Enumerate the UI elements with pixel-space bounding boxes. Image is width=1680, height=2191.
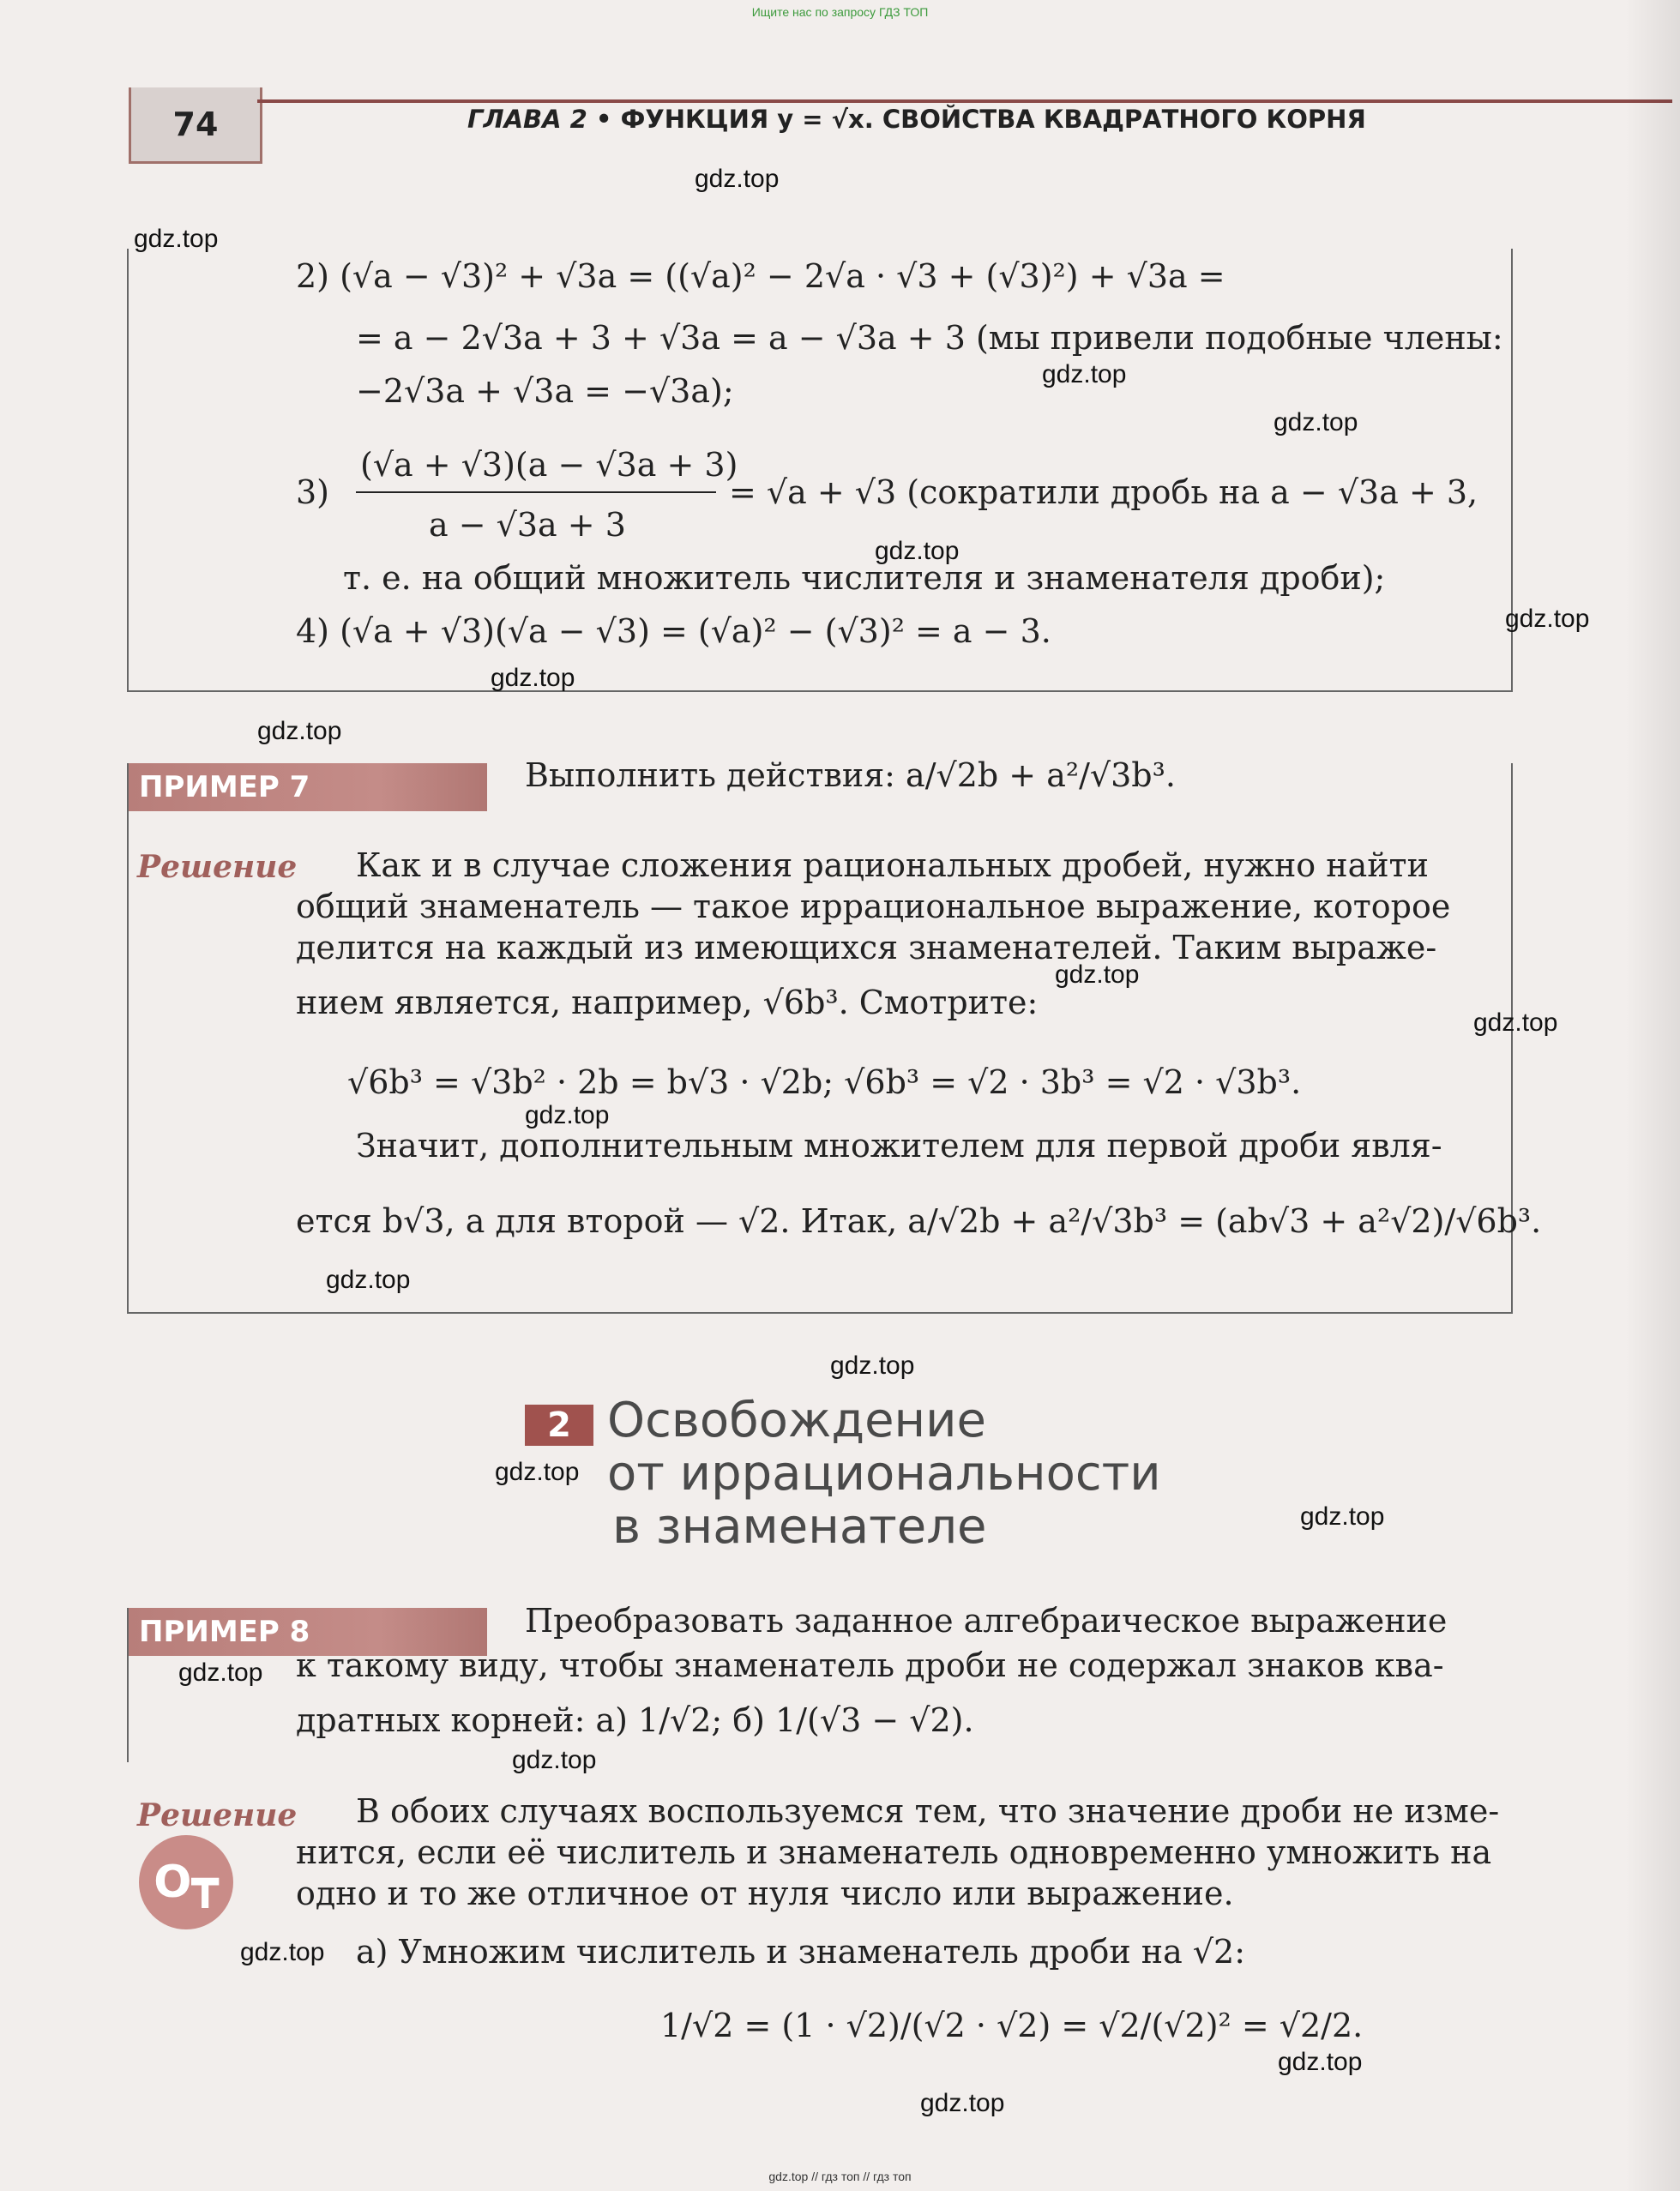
fraction-bar <box>356 491 716 493</box>
step-3-denominator: a − √3a + 3 <box>429 506 626 544</box>
watermark: gdz.top <box>1042 360 1127 388</box>
example-8-task-2: к такому виду, чтобы знаменатель дроби не содержал знаков ква- <box>296 1646 1444 1684</box>
chapter-header <box>467 105 1366 134</box>
section-title-line-1: Освобождение <box>607 1393 987 1448</box>
step-2-line-1: 2) (√a − √3)² + √3a = ((√a)² − 2√a · √3 + (√3)²) + √3a = <box>296 257 1225 295</box>
watermark: gdz.top <box>1473 1008 1558 1037</box>
watermark: gdz.top <box>257 717 342 745</box>
example-7-label: ПРИМЕР 7 <box>127 763 487 811</box>
example-8-sol-1: В обоих случаях воспользуемся тем, что значение дроби не изме- <box>356 1792 1500 1830</box>
example-8-label: ПРИМЕР 8 <box>127 1608 487 1656</box>
section-title-line-2: от иррациональности <box>607 1446 1161 1502</box>
header-rule <box>257 99 1672 103</box>
watermark: gdz.top <box>1505 605 1590 633</box>
example-7-equation: √6b³ = √3b² · 2b = b√3 · √2b; √6b³ = √2 · 3b³ = √2 · √3b³. <box>347 1063 1302 1101</box>
watermark: gdz.top <box>1274 408 1358 436</box>
step-3-note: т. е. на общий множитель числителя и знаменателя дроби); <box>343 559 1386 597</box>
watermark: gdz.top <box>695 165 780 193</box>
watermark: gdz.top <box>495 1458 580 1486</box>
example-8-sol-5: 1/√2 = (1 · √2)/(√2 · √2) = √2/(√2)² = √2/2. <box>660 2007 1364 2044</box>
chapter-title: ФУНКЦИЯ y = √x. СВОЙСТВА КВАДРАТНОГО КОРНЯ <box>620 105 1366 134</box>
example-8-solution-label: Решение <box>137 1797 298 1833</box>
example-7-para-3: делится на каждый из имеющихся знаменателей. Таким выраже- <box>296 929 1437 966</box>
step-3-prefix: 3) <box>296 473 330 511</box>
watermark: gdz.top <box>512 1746 597 1774</box>
example-8-sol-2: нится, если её числитель и знаменатель одновременно умножить на <box>296 1833 1492 1871</box>
example-7-para-4: нием является, например, √6b³. Смотрите: <box>296 984 1039 1021</box>
example-7-task: Выполнить действия: a/√2b + a²/√3b³. <box>525 756 1176 794</box>
page-edge-shadow <box>1625 0 1680 2191</box>
watermark: gdz.top <box>830 1351 915 1380</box>
watermark: gdz.top <box>1300 1502 1385 1531</box>
step-3-numerator: (√a + √3)(a − √3a + 3) <box>360 446 738 484</box>
page-number: 74 <box>129 87 262 164</box>
step-3-result: = √a + √3 (сократили дробь на a − √3a + 3, <box>729 473 1478 511</box>
watermark: gdz.top <box>1055 960 1140 989</box>
section-title-line-3: в знаменателе <box>612 1499 987 1555</box>
example-7-para-2: общий знаменатель — такое иррациональное выражение, которое <box>296 888 1451 925</box>
watermark: gdz.top <box>240 1938 325 1966</box>
watermark: gdz.top <box>178 1658 263 1687</box>
example-8-sol-3: одно и то же отличное от нуля число или выражение. <box>296 1875 1234 1912</box>
section-number: 2 <box>525 1405 593 1446</box>
step-4-line: 4) (√a + √3)(√a − √3) = (√a)² − (√3)² = a − 3. <box>296 612 1051 650</box>
watermark: gdz.top <box>920 2089 1005 2117</box>
watermark: gdz.top <box>1278 2048 1363 2076</box>
watermark: gdz.top <box>491 664 575 692</box>
watermark: gdz.top <box>134 225 219 253</box>
example-7-para-1: Как и в случае сложения рациональных дробей, нужно найти <box>356 846 1429 884</box>
example-7-solution-label: Решение <box>137 849 298 885</box>
example-8-sol-4: а) Умножим числитель и знаменатель дроби на √2: <box>356 1933 1246 1971</box>
top-note: Ищите нас по запросу ГДЗ ТОП <box>751 5 929 19</box>
example-7-para-7: ется b√3, а для второй — √2. Итак, a/√2b + a²/√3b³ = (ab√3 + a²√2)/√6b³. <box>296 1202 1542 1240</box>
example-7-para-6: Значит, дополнительным множителем для первой дроби явля- <box>356 1127 1442 1165</box>
step-2-line-3: −2√3a + √3a = −√3a); <box>356 372 734 410</box>
key-icon: O┳ <box>139 1835 233 1929</box>
step-2-line-2: = a − 2√3a + 3 + √3a = a − √3a + 3 (мы привели подобные члены: <box>356 319 1503 357</box>
example-8-task-3: дратных корней: а) 1/√2; б) 1/(√3 − √2). <box>296 1701 974 1739</box>
watermark: gdz.top <box>875 537 960 565</box>
watermark: gdz.top <box>326 1266 411 1294</box>
watermark: gdz.top <box>525 1101 610 1129</box>
bottom-note: gdz.top // гдз топ // гдз топ <box>768 2170 912 2183</box>
example-8-task-1: Преобразовать заданное алгебраическое выражение <box>525 1602 1448 1640</box>
section-title <box>607 1394 1161 1554</box>
chapter-label: ГЛАВА 2 • <box>467 105 612 134</box>
